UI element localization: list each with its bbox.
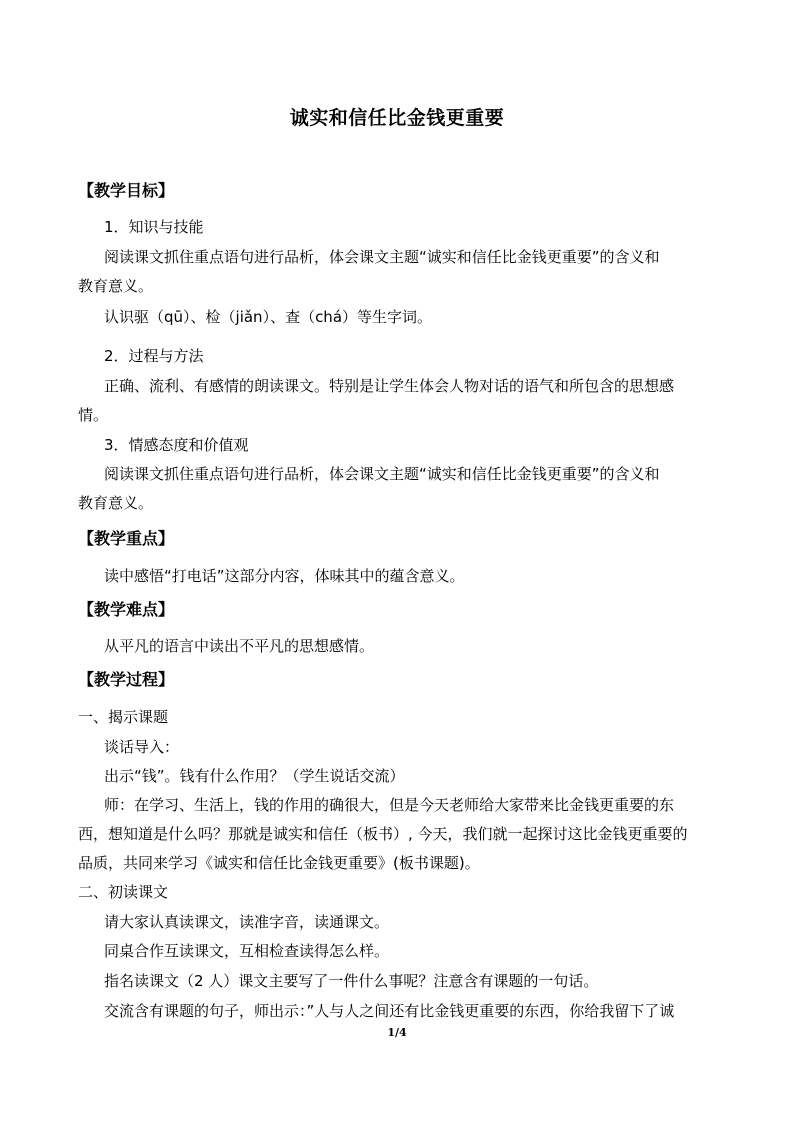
goal-item-1-paragraph-line-1: 阅读课文抓住重点语句进行品析，体会课文主题“诚实和信任比金钱更重要”的含义和	[104, 248, 660, 266]
document-title: 诚实和信任比金钱更重要	[289, 107, 505, 129]
process-part-1-paragraph-3-line-3: 品质，共同来学习《诚实和信任比金钱更重要》(板书课题)。	[78, 854, 480, 872]
key-points-paragraph: 读中感悟“打电话”这部分内容，体味其中的蕴含意义。	[104, 567, 465, 585]
process-part-1-title: 一、揭示课题	[78, 708, 169, 726]
process-part-2-paragraph-4: 交流含有课题的句子，师出示：”人与人之间还有比金钱更重要的东西，你给我留下了诚	[104, 1002, 675, 1020]
goal-item-2-title: 2．过程与方法	[104, 347, 204, 365]
goal-item-1-paragraph-line-2: 教育意义。	[78, 277, 154, 295]
process-part-2-title: 二、初读课文	[78, 883, 169, 901]
goal-item-3-paragraph-line-1: 阅读课文抓住重点语句进行品析，体会课文主题“诚实和信任比金钱更重要”的含义和	[104, 465, 660, 483]
process-part-1-paragraph-2: 出示“钱”。钱有什么作用？（学生说话交流）	[104, 767, 405, 785]
goal-item-3-paragraph-line-2: 教育意义。	[78, 494, 154, 512]
section-heading-process: 【教学过程】	[78, 670, 175, 689]
goal-item-3-title: 3．情感态度和价值观	[104, 436, 249, 454]
process-part-1-paragraph-3-line-2: 西，想知道是什么吗？那就是诚实和信任（板书）, 今天，我们就一起探讨这比金钱更重要的	[78, 825, 688, 843]
goal-item-1-title: 1．知识与技能	[104, 218, 204, 236]
section-heading-key-points: 【教学重点】	[78, 529, 175, 548]
section-heading-goals: 【教学目标】	[78, 181, 175, 200]
goal-item-2-paragraph-line-1: 正确、流利、有感情的朗读课文。特别是让学生体会人物对话的语气和所包含的思想感	[104, 377, 675, 395]
section-heading-difficulties: 【教学难点】	[78, 600, 175, 619]
process-part-2-paragraph-1: 请大家认真读课文，读准字音，读通课文。	[104, 913, 390, 931]
goal-item-1-paragraph-2: 认识驱（qū）、检（jiǎn）、查（chá）等生字词。	[104, 308, 433, 326]
process-part-1-paragraph-3-line-1: 师：在学习、生活上，钱的作用的确很大，但是今天老师给大家带来比金钱更重要的东	[104, 796, 675, 814]
goal-item-2-paragraph-line-2: 情。	[78, 406, 109, 424]
page-number: 1/4	[387, 1026, 407, 1039]
process-part-1-paragraph-1: 谈话导入：	[104, 738, 180, 756]
process-part-2-paragraph-3: 指名读课文（2 人）课文主要写了一件什么事呢？注意含有课题的一句话。	[104, 972, 599, 990]
difficulties-paragraph: 从平凡的语言中读出不平凡的思想感情。	[104, 637, 375, 655]
process-part-2-paragraph-2: 同桌合作互读课文，互相检查读得怎么样。	[104, 942, 390, 960]
